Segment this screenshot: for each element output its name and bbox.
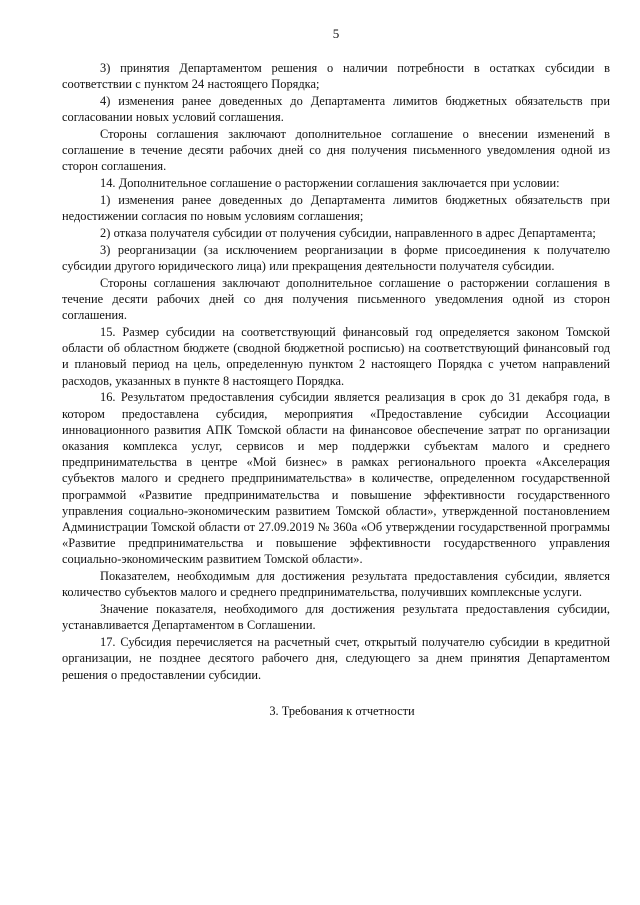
page-number: 5: [332, 26, 340, 41]
document-page: [62, 26, 610, 719]
paragraph-clause-14-item-2: 2) отказа получателя субсидии от получения субсидии, направленного в адрес Департамента;: [100, 226, 596, 240]
paragraph-indicator-value: Значение показателя, необходимого для достижения результата предоставления субсидии, устанавливается Департаментом в Соглашении.: [62, 602, 610, 633]
paragraph-clause-16: 16. Результатом предоставления субсидии является реализация в срок до 31 декабря года, в котором предоставлена субсидия, мероприятия «Предоставление субсидии Ассоциации инновационного развития АПК Томской области на финансовое обеспечение затрат по организации оказания комплекса услуг, сервисов и мер поддержки субъектам малого и среднего предпринимательства в центре «Мой бизнес» в рамках регионального проекта «Акселерация субъектов малого и среднего предпринимательства» в количестве, определенном государственной программой «Развитие предпринимательства и повышение эффективности государственного управления социально-экономическим развитием Томской области», утвержденной постановлением Администрации Томской области от 27.09.2019 № 360а «Об утверждении государственной программы «Развитие предпринимательства и повышение эффективности государственного управления социально-экономическим развитием Томской области».: [62, 390, 610, 567]
paragraph-item-3-decision: 3) принятия Департаментом решения о наличии потребности в остатках субсидии в соответствии с пунктом 24 настоящего Порядка;: [62, 61, 610, 92]
paragraph-indicator: Показателем, необходимым для достижения результата предоставления субсидии, является количество субъектов малого и среднего предпринимательства, получивших комплексные услуги.: [62, 569, 610, 600]
paragraph-clause-14-item-3: 3) реорганизации (за исключением реорганизации в форме присоединения к получателю субсидии другого юридического лица) или прекращения деятельности получателя субсидии.: [62, 242, 610, 273]
paragraph-clause-14-item-1: 1) изменения ранее доведенных до Департамента лимитов бюджетных обязательств при недостижении согласия по новым условиям соглашения;: [62, 193, 610, 224]
paragraph-clause-17: 17. Субсидия перечисляется на расчетный счет, открытый получателю субсидии в кредитной организации, не позднее десятого рабочего дня, следующего за днем принятия Департаментом решения о предоставлении субсидии.: [62, 635, 610, 682]
paragraph-termination-agreement: Стороны соглашения заключают дополнительное соглашение о расторжении соглашения в течение десяти рабочих дней со дня получения письменного уведомления одной из сторон соглашения.: [62, 275, 610, 323]
paragraph-clause-14: 14. Дополнительное соглашение о расторжении соглашения заключается при условии:: [100, 176, 560, 191]
section-heading: 3. Требования к отчетности: [269, 703, 415, 718]
paragraph-amendment-agreement: Стороны соглашения заключают дополнительное соглашение о внесении изменений в соглашение в течение десяти рабочих дней со дня получения письменного уведомления одной из сторон соглашения.: [62, 127, 610, 174]
paragraph-clause-15: 15. Размер субсидии на соответствующий финансовый год определяется законом Томской области об областном бюджете (сводной бюджетной росписью) на соответствующий финансовый год и плановый период на цель, определенную пунктом 2 настоящего Порядка с учетом направлений расходов, указанных в пункте 8 настоящего Порядка.: [62, 325, 610, 388]
paragraph-item-4-limits-change: 4) изменения ранее доведенных до Департамента лимитов бюджетных обязательств при согласовании новых условий соглашения.: [62, 94, 610, 125]
